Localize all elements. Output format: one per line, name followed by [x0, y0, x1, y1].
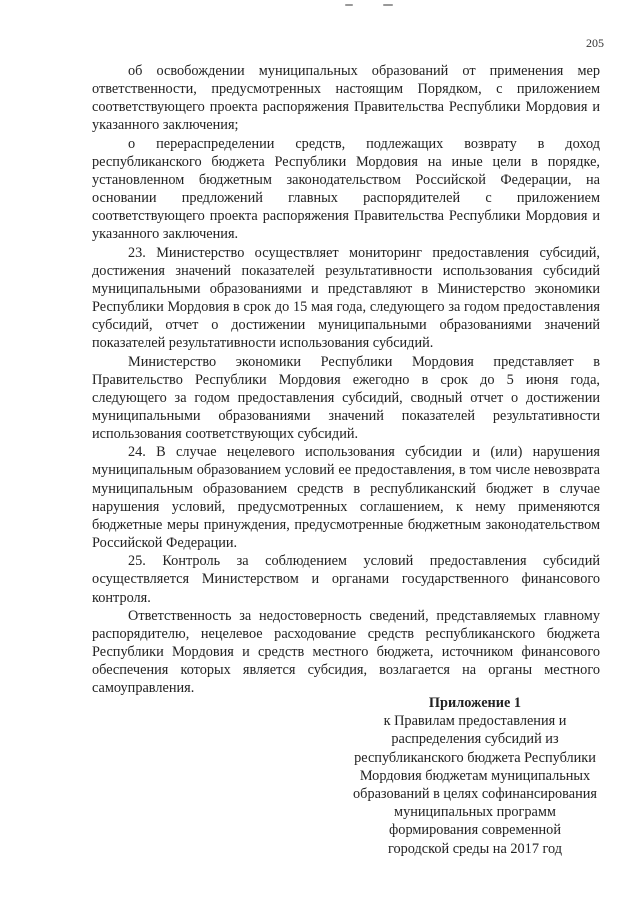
paragraph: 23. Министерство осуществляет мониторинг предоставления субсидий, достижения значений показателей результативности использования субсидий муниципальными образованиями и представляют в Министерство экономики Республики Мордовия в срок до 15 мая года, следующего за годом предоставления субсидий, отчет о достижении муниципальными образованиями значений показателей результативности использования субсидий. — [92, 244, 600, 352]
page-number: 205 — [586, 36, 604, 50]
paragraph: о перераспределении средств, подлежащих возврату в доход республиканского бюджета Республики Мордовия на иные цели в порядке, установленном бюджетным законодательством Российской Федерации, на основании предложений главных распорядителей с приложением соответствующего проекта распоряжения Правительства Республики Мордовия и указанного заключения. — [92, 135, 600, 243]
appendix-title: Приложение 1 — [428, 695, 522, 711]
appendix-line: муниципальных программ — [394, 804, 556, 821]
appendix-line: городской среды на 2017 год — [387, 840, 563, 857]
paragraph: Ответственность за недостоверность сведений, представляемых главному распорядителю, нецелевое расходование средств республиканского бюджета Республики Мордовия и средств местного бюджета, источником финансового обеспечения которых является субсидия, возлагается на органы местного самоуправления. — [92, 607, 600, 697]
appendix-line: Мордовия бюджетам муниципальных — [359, 767, 591, 784]
appendix-block — [340, 694, 610, 858]
paragraph: 24. В случае нецелевого использования субсидии и (или) нарушения муниципальным образованием условий ее предоставления, в том числе невозврата муниципальным образованием средств в республиканский бюджет в случае нарушения условий, предусмотренных соглашением, к нему применяются бюджетные меры принуждения, предусмотренные бюджетным законодательством Российской Федерации. — [92, 444, 600, 552]
paragraph: Министерство экономики Республики Мордовия представляет в Правительство Республики Мордовия ежегодно в срок до 5 июня года, следующего за годом предоставления субсидий, сводный отчет о достижении муниципальными образованиями значений показателей результативности использования соответствующих субсидий. — [92, 353, 600, 443]
appendix-line: образований в целях софинансирования — [353, 786, 597, 803]
paragraph: 25. Контроль за соблюдением условий предоставления субсидий осуществляется Министерством и органами государственного финансового контроля. — [92, 553, 600, 606]
appendix-line: формирования современной — [389, 822, 561, 839]
paragraph: об освобождении муниципальных образований от применения мер ответственности, предусмотренных настоящим Порядком, с приложением соответствующего проекта распоряжения Правительства Республики Мордовия и указанного заключения; — [92, 63, 600, 134]
appendix-line: распределения субсидий из — [391, 731, 559, 748]
appendix-line: республиканского бюджета Республики — [354, 749, 596, 766]
document-body — [92, 62, 600, 697]
scan-artifact — [345, 4, 405, 8]
appendix-line: к Правилам предоставления и — [383, 713, 567, 730]
